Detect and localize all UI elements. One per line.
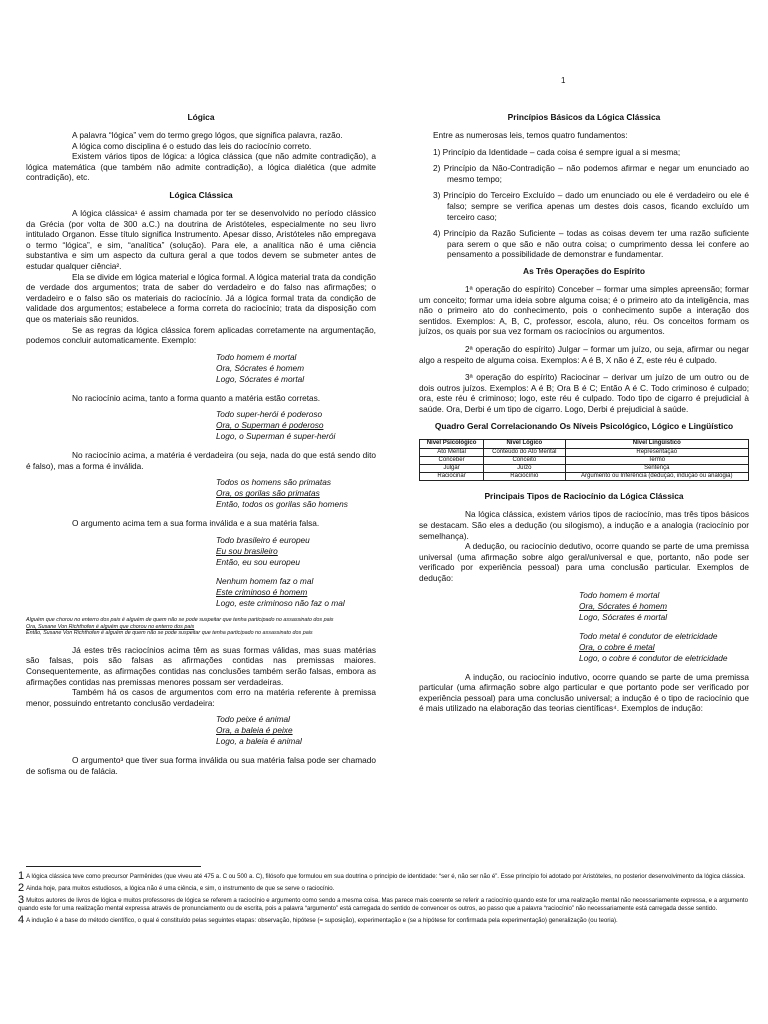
right-column bbox=[419, 112, 749, 714]
example-line: Todo homem é mortal bbox=[579, 589, 660, 600]
example-line: Todo peixe é animal bbox=[216, 714, 290, 725]
footnote-separator bbox=[26, 866, 201, 867]
footnotes bbox=[18, 872, 748, 928]
example-line: Todo homem é mortal bbox=[216, 351, 297, 362]
paragraph: O argumento acima tem a sua forma inválida e a sua matéria falsa. bbox=[72, 518, 320, 529]
table-title: Quadro Geral Correlacionando Os Níveis Psicológico, Lógico e Lingüístico bbox=[434, 421, 734, 432]
levels-table bbox=[419, 439, 749, 481]
paragraph: A dedução, ou raciocínio dedutivo, ocorre quando se parte de uma premissa universal (uma afirmação sobre algo geral/universal e que, portanto, não pode ser verificado por experiência pessoal) para uma conclusão particular. Exemplos de dedução: bbox=[419, 541, 749, 584]
paragraph: A indução, ou raciocínio indutivo, ocorre quando se parte de uma premissa particular (uma afirmação sobre algo particular e que portanto pode ser verificado por experiência pessoal) para uma conclusão universal; a indução é o tipo de raciocínio que é mais utilizado na elaboração das teorias científicas⁴. Exemplos de indução: bbox=[419, 671, 749, 714]
example-line: Logo, este criminoso não faz o mal bbox=[216, 598, 345, 609]
example-line: Ora, o cobre é metal bbox=[579, 641, 655, 652]
table-header: Nível Lingüístico bbox=[565, 440, 749, 448]
footnote-text: Muitos autores de livros de lógica e muitos professores de lógica se referem a raciocínio e argumento como sendo a mesma coisa. Mas parece mais coerente se referir a raciocínio quando este for uma realização mental não necessariamente expressa, e a argumento quando este for uma realização mental expressa através de pronunciamento ou de escrita, pois a palavra “argumento” está carregada do sentido de convencer os outros, ao passo que a palavra “raciocínio” não necessariamente está carregada desse sentido. bbox=[18, 897, 748, 912]
footnote bbox=[18, 884, 748, 893]
example-syllogism bbox=[216, 576, 376, 609]
paragraph: 3ª operação do espírito) Raciocinar – derivar um juízo de um outro ou de dois outros juízos. Exemplos: A é B; Ora B é C; Então A é C. Todo criminoso é culpado; ora, este réu é criminoso; logo, este réu é culpado. Todo tipo de cigarro é prejudicial à saúde. Ora, Derbi é um tipo de cigarro. Logo, Derbi é prejudicial à saúde. bbox=[419, 372, 749, 414]
example-line: Ora, Sócrates é homem bbox=[216, 362, 305, 373]
paragraph: O argumento³ que tiver sua forma inválida ou sua matéria falsa pode ser chamado de sofisma ou de falácia. bbox=[26, 755, 376, 776]
principle-item: 4) Princípio da Razão Suficiente – todas as coisas devem ter uma razão suficiente para serem o que são e não outra coisa; o cumprimento dessa lei confere ao pensamento a possibilidade de demonstrar e fundamentar. bbox=[433, 228, 749, 260]
example-line: Todos os homens são primatas bbox=[216, 477, 331, 488]
example-deduction bbox=[579, 590, 749, 623]
example-line: Nenhum homem faz o mal bbox=[216, 576, 314, 587]
table-row bbox=[420, 465, 749, 473]
footnote bbox=[18, 896, 748, 913]
footnote-number: 3 bbox=[18, 894, 25, 906]
paragraph: A lógica clássica¹ é assim chamada por ter se desenvolvido no período clássico da Grécia (por volta de 300 a.C.) na doutrina de Aristóteles, especialmente no seu livro intitulado Organon. Esse título significa Instrumento. Apesar disso, Aristóteles não empregava o termo “lógica”, e sim, “analítica” (solução). Para ele, a analítica não é uma ciência substantiva e sim um aspecto da cultura geral a que todos devem se submeter antes de estudar qualquer ciência². bbox=[26, 207, 376, 271]
table-cell: Ato Mental bbox=[420, 448, 484, 456]
title-logica: Lógica bbox=[187, 112, 215, 122]
table-cell: Sentença bbox=[565, 465, 749, 473]
table-cell: Julgar bbox=[420, 465, 484, 473]
example-line: Ora, os gorilas são primatas bbox=[216, 488, 320, 499]
example-line: Este criminoso é homem bbox=[216, 587, 308, 598]
footnote bbox=[18, 916, 748, 925]
paragraph: Na lógica clássica, existem vários tipos de raciocínio, mas três tipos básicos se destacam. São eles a dedução (ou silogismo), a indução e a analogia (raciocínio por semelhança). bbox=[419, 509, 749, 541]
table-cell: Termo bbox=[565, 456, 749, 464]
footnote-text: A lógica clássica teve como precursor Parmênides (que viveu até 475 a. C ou 500 a. C), filósofo que formulou em sua doutrina o princípio de identidade: “ser é, não ser não é”. Esse princípio foi adotado por Aristóteles, no posterior desenvolvimento da lógica clássica. bbox=[26, 873, 746, 880]
example-line: Logo, Sócrates é mortal bbox=[579, 611, 668, 622]
table-row bbox=[420, 448, 749, 456]
paragraph: 1ª operação do espírito) Conceber – formar uma simples apreensão; formar um conceito; formar uma ideia sobre alguma coisa; é o primeiro ato da inteligência, mas não o primeiro ato do conhecimento, pois o conhecimento supõe a interação dos sentidos. Exemplos: A, B, C, professor, escola, aluno, réu. Os conceitos formam os juízos, os quais por sua vez formam os raciocínios ou argumentos. bbox=[419, 283, 749, 337]
table-cell: Raciocinar bbox=[420, 473, 484, 481]
example-line: Alguém que chorou no enterro dos pais é alguém de quem não se pode suspeitar que tenha participado no assassinato dos pais bbox=[26, 617, 334, 624]
table-cell: Conceito bbox=[484, 456, 565, 464]
example-line: Ora, Susane Von Richthofen é alguém que chorou no enterro dos pais bbox=[26, 623, 195, 630]
subtitle-logica-classica: Lógica Clássica bbox=[169, 189, 233, 200]
example-syllogism bbox=[216, 409, 376, 442]
subtitle-operacoes: As Três Operações do Espírito bbox=[523, 265, 645, 276]
example-line: Logo, a baleia é animal bbox=[216, 736, 302, 747]
table-header: Nível Lógico bbox=[484, 440, 565, 448]
example-line: Todo super-herói é poderoso bbox=[216, 409, 323, 420]
example-line: Logo, Sócrates é mortal bbox=[216, 373, 305, 384]
paragraph: No raciocínio acima, tanto a forma quanto a matéria estão corretas. bbox=[72, 392, 321, 403]
example-deduction bbox=[579, 631, 749, 664]
paragraph: A lógica como disciplina é o estudo das leis do raciocínio correto. bbox=[72, 140, 312, 151]
footnote-number: 2 bbox=[18, 882, 25, 894]
paragraph: No raciocínio acima, a matéria é verdadeira (ou seja, nada do que está sendo dito é falso), mas a forma é inválida. bbox=[26, 450, 376, 471]
example-line: Então, todos os gorilas são homens bbox=[216, 499, 348, 510]
example-line: Todo brasileiro é europeu bbox=[216, 535, 310, 546]
table-cell: Raciocínio bbox=[484, 473, 565, 481]
footnote-number: 4 bbox=[18, 914, 25, 926]
example-line: Ora, o Superman é poderoso bbox=[216, 420, 324, 431]
paragraph: Já estes três raciocínios acima têm as suas formas válidas, mas suas matérias são falsas, pois são falsas as afirmações contidas nas premissas maiores. Consequentemente, as afirmações contidas nas conclusões também serão falsas, embora as afirmações contidas nas premissas menores possam ser verdadeiras. bbox=[26, 644, 376, 687]
principle-item: 2) Princípio da Não-Contradição – não podemos afirmar e negar um enunciado ao mesmo tempo; bbox=[433, 163, 749, 184]
left-column bbox=[26, 112, 376, 777]
footnote-text: Ainda hoje, para muitos estudiosos, a lógica não é uma ciência, e sim, o instrumento de que se serve o raciocínio. bbox=[26, 885, 335, 892]
paragraph: Ela se divide em lógica material e lógica formal. A lógica material trata da condição de verdade dos argumentos; trata de saber do verdadeiro e do falso nas afirmações; o verdadeiro e o falso são os materiais do raciocínio. Já a lógica formal trata da condição de validade dos argumentos; estabelece a forma correta do raciocínio; trata da disposição com que os materiais são reunidos. bbox=[26, 271, 376, 324]
paragraph: Existem vários tipos de lógica: a lógica clássica (que não admite contradição), a lógica matemática (que também não admite contradição), a lógica dialética (que admite contradição), etc. bbox=[26, 151, 376, 183]
paragraph: A palavra “lógica” vem do termo grego lógos, que significa palavra, razão. bbox=[72, 130, 343, 140]
footnote bbox=[18, 872, 748, 881]
subtitle-tipos-raciocinio: Principais Tipos de Raciocínio da Lógica Clássica bbox=[484, 491, 684, 502]
page-number: 1 bbox=[561, 76, 566, 85]
example-syllogism bbox=[216, 535, 376, 568]
example-line: Então, Susane Von Richthofen é alguém de quem não se pode suspeitar que tenha participado no assassinato dos pais bbox=[26, 630, 313, 637]
principle-item: 1) Princípio da Identidade – cada coisa é sempre igual a si mesma; bbox=[433, 146, 681, 157]
example-syllogism bbox=[216, 477, 376, 510]
table-row bbox=[420, 473, 749, 481]
table-cell: Conceber bbox=[420, 456, 484, 464]
table-header: Nível Psicológico bbox=[420, 440, 484, 448]
example-line: Todo metal é condutor de eletricidade bbox=[579, 630, 718, 641]
paragraph: 2ª operação do espírito) Julgar – formar um juízo, ou seja, afirmar ou negar algo a respeito de alguma coisa. Exemplos: A é B, X não é Z, este réu é culpado. bbox=[419, 343, 749, 365]
table-row bbox=[420, 456, 749, 464]
footnote-text: A indução é a base do método científico, o qual é constituído pelas seguintes etapas: observação, hipótese (= suposição), experimentação e (se a hipótese for confirmada pela experimentação) generalização (ou teoria). bbox=[26, 917, 618, 924]
paragraph: Entre as numerosas leis, temos quatro fundamentos: bbox=[433, 130, 628, 140]
paragraph: Também há os casos de argumentos com erro na matéria referente à premissa menor, possuindo entretanto conclusão verdadeira: bbox=[26, 687, 376, 708]
table-cell: Argumento ou Inferência (dedução, indução ou analogia) bbox=[565, 473, 749, 481]
example-line: Logo, o Superman é super-herói bbox=[216, 431, 336, 442]
title-principios: Princípios Básicos da Lógica Clássica bbox=[507, 112, 661, 122]
example-line: Logo, o cobre é condutor de eletricidade bbox=[579, 652, 728, 663]
example-line: Eu sou brasileiro bbox=[216, 546, 278, 557]
example-line: Ora, a baleia é peixe bbox=[216, 725, 293, 736]
example-syllogism bbox=[216, 352, 376, 385]
table-cell: Juízo bbox=[484, 465, 565, 473]
table-cell: Representação bbox=[565, 448, 749, 456]
small-example bbox=[26, 617, 376, 637]
table-header-row bbox=[420, 440, 749, 448]
example-syllogism bbox=[216, 714, 376, 747]
footnote-number: 1 bbox=[18, 870, 25, 882]
example-line: Ora, Sócrates é homem bbox=[579, 600, 668, 611]
table-cell: Conteúdo do Ato Mental bbox=[484, 448, 565, 456]
principle-item: 3) Princípio do Terceiro Excluído – dado um enunciado ou ele é verdadeiro ou ele é falso; sempre se verifica apenas um destes dois casos, ficando excluído um terceiro caso; bbox=[433, 190, 749, 222]
example-line: Então, eu sou europeu bbox=[216, 557, 300, 568]
paragraph: Se as regras da lógica clássica forem aplicadas corretamente na argumentação, podemos concluir automaticamente. Exemplo: bbox=[26, 324, 376, 346]
